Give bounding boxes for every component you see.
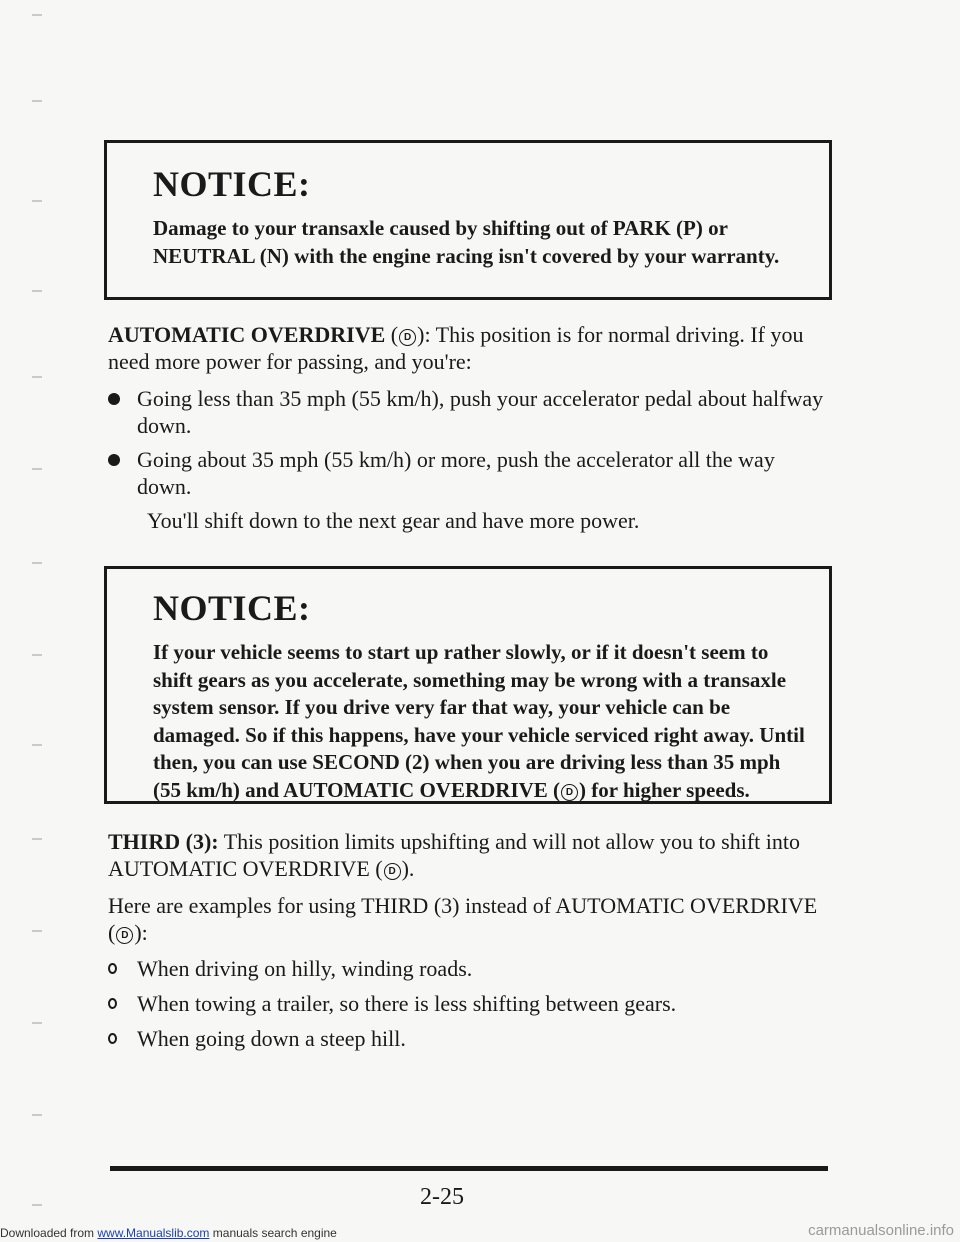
notice-body: If your vehicle seems to start up rather slowly, or if it doesn't seem to shift gears as you accelerate, something may be wrong with a transaxle system sensor. If you drive very far that way, your vehicle can be damaged. So if this happens, have your vehicle serviced right away. Until then, you can use SECOND (2) when you are driving less than 35 mph (55 km/h) and AUTOMATIC OVERDRIVE ( D ) for higher speeds. <box>153 640 805 802</box>
list-item <box>108 990 828 1017</box>
margin-mark <box>32 290 42 292</box>
list-item-text: Going about 35 mph (55 km/h) or more, push the accelerator all the way down. <box>137 447 775 499</box>
margin-mark <box>32 1114 42 1116</box>
margin-mark <box>32 838 42 840</box>
third-examples-intro: Here are examples for using THIRD (3) instead of AUTOMATIC OVERDRIVE ( D ): <box>108 893 818 945</box>
margin-mark <box>32 100 42 102</box>
third-text-end: . <box>408 856 415 881</box>
manualslib-link[interactable]: www.Manualslib.com <box>97 1226 210 1240</box>
overdrive-symbol-icon: D <box>384 863 401 880</box>
page-number: 2-25 <box>420 1184 464 1210</box>
site-watermark: carmanualsonline.info <box>808 1222 954 1239</box>
examples-intro-end: : <box>141 920 148 945</box>
list-item-text: When driving on hilly, winding roads. <box>137 956 473 981</box>
shift-down-text: You'll shift down to the next gear and have more power. <box>147 508 640 533</box>
margin-mark <box>32 562 42 564</box>
footer-rule <box>110 1166 828 1171</box>
shift-down-note <box>147 507 827 534</box>
download-watermark <box>0 1226 337 1240</box>
overdrive-symbol-icon: D <box>561 784 578 801</box>
margin-mark <box>32 1022 42 1024</box>
third-heading: THIRD (3): <box>108 829 219 854</box>
margin-mark <box>32 744 42 746</box>
bullet-icon <box>108 963 117 974</box>
notice-title: NOTICE: <box>153 164 311 204</box>
notice-body: Damage to your transaxle caused by shifting out of PARK (P) or NEUTRAL (N) with the engine racing isn't covered by your warranty. <box>153 216 780 268</box>
margin-mark <box>32 200 42 202</box>
watermark-prefix: Downloaded from <box>0 1226 98 1240</box>
margin-mark <box>32 14 42 16</box>
bullet-icon <box>108 454 120 466</box>
list-item-text: When going down a steep hill. <box>137 1026 406 1051</box>
bullet-icon <box>108 393 120 405</box>
margin-mark <box>32 1204 42 1206</box>
list-item-text: When towing a trailer, so there is less shifting between gears. <box>137 991 677 1016</box>
notice-title: NOTICE: <box>153 588 311 628</box>
list-item-text: Going less than 35 mph (55 km/h), push your accelerator pedal about halfway down. <box>137 386 824 438</box>
automatic-overdrive-text: : This position is for normal driving. If you need more power for passing, and you're: <box>108 322 804 374</box>
overdrive-symbol-icon: D <box>116 927 133 944</box>
list-item <box>108 1025 828 1052</box>
automatic-overdrive-paragraph: AUTOMATIC OVERDRIVE ( D ): This position is for normal driving. If you need more power for passing, and you're: <box>108 322 804 374</box>
automatic-overdrive-heading: AUTOMATIC OVERDRIVE <box>108 322 386 347</box>
margin-mark <box>32 930 42 932</box>
margin-mark <box>32 376 42 378</box>
third-text: This position limits upshifting and will not allow you to shift into AUTOMATIC OVERDRIVE <box>108 829 800 881</box>
notice-body-text: If your vehicle seems to start up rather slowly, or if it doesn't seem to shift gears as you accelerate, something may be wrong with a transaxle system sensor. If you drive very far that way, your vehicle can be damaged. So if this happens, have your vehicle serviced right away. Until then, you can use SECOND (2) when you are driving less than 35 mph (55 km/h) and AUTOMATIC OVERDRIVE <box>153 640 805 802</box>
margin-mark <box>32 468 42 470</box>
notice-box-transaxle-damage <box>104 140 832 300</box>
margin-mark <box>32 654 42 656</box>
list-item <box>108 446 828 500</box>
notice-box-transaxle-sensor <box>104 566 832 804</box>
bullet-icon <box>108 1033 117 1044</box>
list-item <box>108 955 828 982</box>
list-item <box>108 385 828 439</box>
overdrive-symbol-icon: D <box>399 329 416 346</box>
notice-body-end: for higher speeds. <box>586 777 750 802</box>
third-paragraph: THIRD (3): This position limits upshifting and will not allow you to shift into AUTOMATIC OVERDRIVE ( D ). <box>108 829 800 881</box>
watermark-suffix: manuals search engine <box>209 1226 337 1240</box>
bullet-icon <box>108 998 117 1009</box>
examples-intro-text: Here are examples for using THIRD (3) instead of AUTOMATIC OVERDRIVE <box>108 893 818 918</box>
